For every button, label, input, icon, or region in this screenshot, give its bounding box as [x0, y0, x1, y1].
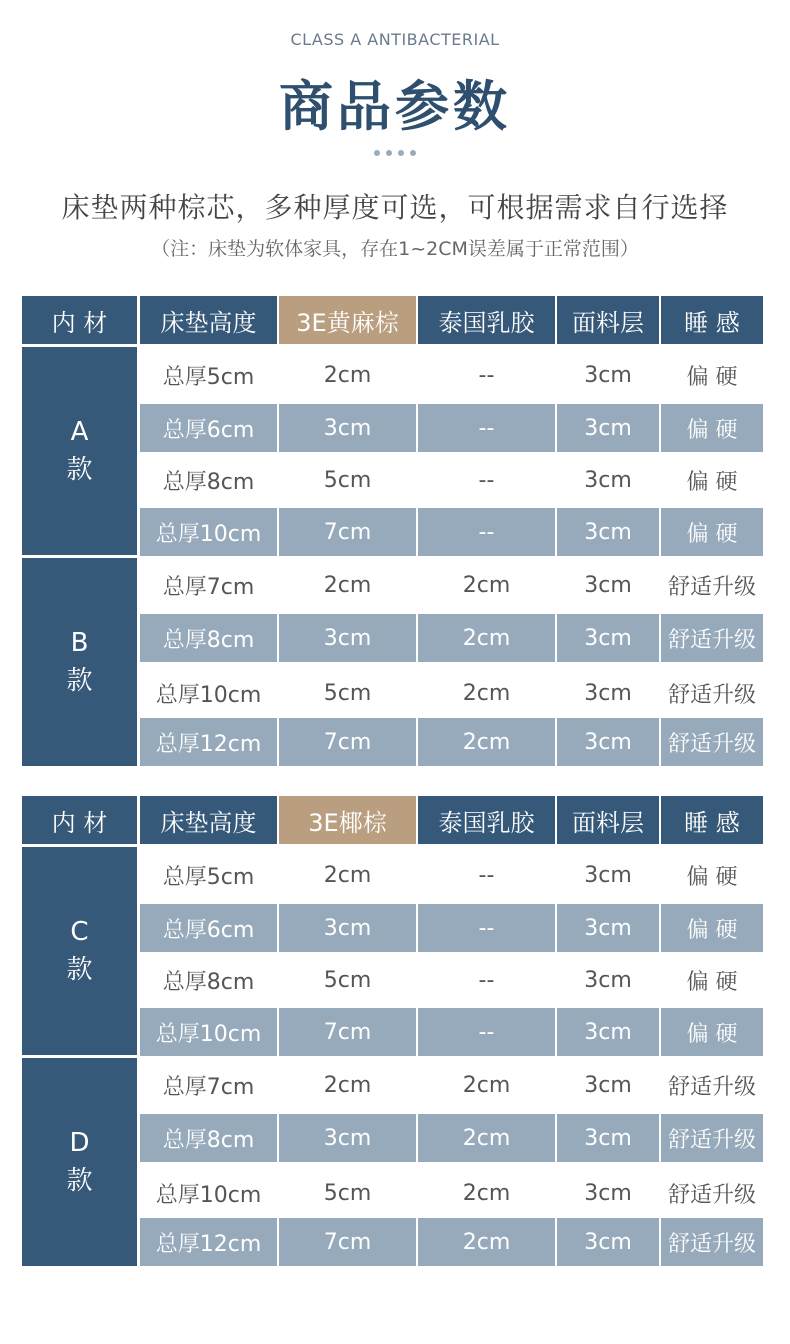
- variant-text: 款: [66, 666, 93, 696]
- cell-core: 2cm: [279, 558, 416, 613]
- cell-feel: 舒适升级: [661, 614, 763, 662]
- cell-fabric: 3cm: [557, 904, 659, 952]
- cell-latex: 2cm: [418, 1114, 555, 1162]
- table-header: [22, 296, 763, 344]
- cell-fabric: 3cm: [557, 666, 659, 721]
- cell-latex: --: [418, 347, 555, 404]
- cell-core: 5cm: [279, 1166, 416, 1221]
- cell-fabric: 3cm: [557, 404, 659, 452]
- cell-height: 总厚8cm: [140, 614, 277, 662]
- cell-latex: --: [418, 904, 555, 952]
- description: 床垫两种棕芯，多种厚度可选，可根据需求自行选择: [61, 191, 729, 224]
- cell-core: 7cm: [279, 508, 416, 556]
- cell-latex: 2cm: [418, 718, 555, 766]
- table-header: [22, 796, 763, 844]
- cell-fabric: 3cm: [557, 558, 659, 613]
- page-title: 商品参数: [279, 75, 511, 138]
- cell-core: 2cm: [279, 347, 416, 404]
- variant-text: 款: [66, 455, 93, 485]
- header-cell: 面料层: [557, 796, 659, 844]
- table-row: [140, 847, 763, 904]
- table-row: [140, 1218, 763, 1266]
- variant-text: 款: [66, 1166, 93, 1196]
- header-cell: 睡 感: [661, 796, 763, 844]
- cell-fabric: 3cm: [557, 718, 659, 766]
- cell-core: 5cm: [279, 666, 416, 721]
- cell-height: 总厚7cm: [140, 558, 277, 613]
- spec-table-jute: [22, 296, 763, 766]
- table-row: [140, 1114, 763, 1162]
- cell-core: 3cm: [279, 614, 416, 662]
- table-row: [140, 614, 763, 662]
- header-cell: 泰国乳胶: [418, 296, 555, 344]
- table-row: [140, 1166, 763, 1221]
- variant-label: [22, 847, 137, 1055]
- variant-label: [22, 347, 137, 555]
- table-row: [140, 904, 763, 952]
- table-row: [140, 1008, 763, 1056]
- cell-feel: 偏 硬: [661, 954, 763, 1007]
- cell-core: 3cm: [279, 904, 416, 952]
- cell-feel: 偏 硬: [661, 454, 763, 507]
- cell-height: 总厚8cm: [140, 1114, 277, 1162]
- cell-feel: 偏 硬: [661, 904, 763, 952]
- header-cell: 面料层: [557, 296, 659, 344]
- cell-latex: --: [418, 404, 555, 452]
- subtitle-en: CLASS A ANTIBACTERIAL: [290, 30, 500, 49]
- cell-height: 总厚10cm: [140, 1166, 277, 1221]
- cell-core: 7cm: [279, 718, 416, 766]
- header-cell: 内 材: [22, 796, 137, 844]
- header-cell: 睡 感: [661, 296, 763, 344]
- cell-height: 总厚12cm: [140, 1218, 277, 1266]
- note: （注：床垫为软体家具，存在1~2CM误差属于正常范围）: [151, 238, 639, 260]
- cell-feel: 偏 硬: [661, 347, 763, 404]
- cell-height: 总厚10cm: [140, 508, 277, 556]
- cell-core: 7cm: [279, 1008, 416, 1056]
- variant-text: A: [70, 417, 89, 447]
- cell-feel: 舒适升级: [661, 558, 763, 613]
- cell-core: 5cm: [279, 454, 416, 507]
- cell-fabric: 3cm: [557, 1114, 659, 1162]
- cell-feel: 偏 硬: [661, 404, 763, 452]
- table-row: [140, 454, 763, 507]
- cell-feel: 舒适升级: [661, 666, 763, 721]
- cell-fabric: 3cm: [557, 847, 659, 904]
- cell-core: 7cm: [279, 1218, 416, 1266]
- cell-core: 2cm: [279, 847, 416, 904]
- cell-height: 总厚5cm: [140, 847, 277, 904]
- table-row: [140, 718, 763, 766]
- cell-latex: --: [418, 508, 555, 556]
- variant-text: C: [70, 917, 89, 947]
- variant-text: 款: [66, 955, 93, 985]
- cell-latex: --: [418, 954, 555, 1007]
- header-cell: 内 材: [22, 296, 137, 344]
- header-cell: 泰国乳胶: [418, 796, 555, 844]
- table-row: [140, 954, 763, 1007]
- cell-feel: 偏 硬: [661, 508, 763, 556]
- variant-text: D: [69, 1128, 90, 1158]
- cell-core: 3cm: [279, 1114, 416, 1162]
- cell-latex: 2cm: [418, 558, 555, 613]
- table-row: [140, 404, 763, 452]
- cell-height: 总厚5cm: [140, 347, 277, 404]
- cell-feel: 舒适升级: [661, 1114, 763, 1162]
- cell-core: 5cm: [279, 954, 416, 1007]
- cell-fabric: 3cm: [557, 1166, 659, 1221]
- variant-label: [22, 1058, 137, 1266]
- cell-height: 总厚10cm: [140, 1008, 277, 1056]
- cell-feel: 舒适升级: [661, 718, 763, 766]
- header-cell: 床垫高度: [140, 796, 277, 844]
- cell-height: 总厚12cm: [140, 718, 277, 766]
- cell-latex: 2cm: [418, 1218, 555, 1266]
- cell-fabric: 3cm: [557, 954, 659, 1007]
- cell-feel: 舒适升级: [661, 1058, 763, 1113]
- cell-latex: 2cm: [418, 614, 555, 662]
- cell-core: 2cm: [279, 1058, 416, 1113]
- cell-latex: --: [418, 847, 555, 904]
- cell-latex: 2cm: [418, 666, 555, 721]
- spec-table-coconut: [22, 796, 763, 1266]
- table-row: [140, 508, 763, 556]
- cell-feel: 偏 硬: [661, 1008, 763, 1056]
- cell-fabric: 3cm: [557, 1058, 659, 1113]
- table-row: [140, 1058, 763, 1113]
- header-cell: 3E椰棕: [279, 796, 416, 844]
- cell-fabric: 3cm: [557, 1218, 659, 1266]
- cell-height: 总厚7cm: [140, 1058, 277, 1113]
- dots-divider: [0, 150, 790, 156]
- cell-latex: --: [418, 454, 555, 507]
- variant-text: B: [70, 628, 89, 658]
- cell-height: 总厚8cm: [140, 454, 277, 507]
- cell-core: 3cm: [279, 404, 416, 452]
- table-row: [140, 666, 763, 721]
- header-cell: 床垫高度: [140, 296, 277, 344]
- cell-latex: 2cm: [418, 1058, 555, 1113]
- cell-latex: --: [418, 1008, 555, 1056]
- cell-height: 总厚8cm: [140, 954, 277, 1007]
- cell-height: 总厚6cm: [140, 904, 277, 952]
- cell-latex: 2cm: [418, 1166, 555, 1221]
- cell-fabric: 3cm: [557, 614, 659, 662]
- variant-label: [22, 558, 137, 766]
- cell-height: 总厚6cm: [140, 404, 277, 452]
- table-row: [140, 558, 763, 613]
- cell-feel: 舒适升级: [661, 1166, 763, 1221]
- header-cell: 3E黄麻棕: [279, 296, 416, 344]
- cell-fabric: 3cm: [557, 454, 659, 507]
- cell-fabric: 3cm: [557, 508, 659, 556]
- cell-feel: 舒适升级: [661, 1218, 763, 1266]
- cell-height: 总厚10cm: [140, 666, 277, 721]
- cell-feel: 偏 硬: [661, 847, 763, 904]
- cell-fabric: 3cm: [557, 347, 659, 404]
- table-row: [140, 347, 763, 404]
- cell-fabric: 3cm: [557, 1008, 659, 1056]
